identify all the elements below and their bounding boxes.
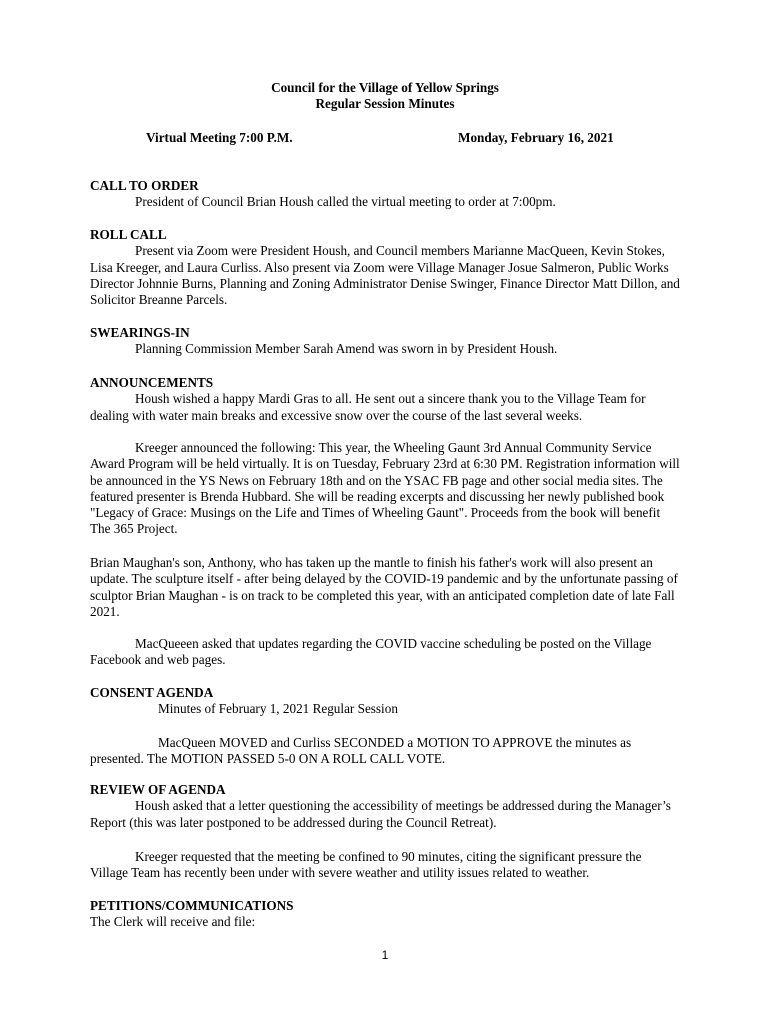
section-text: Planning Commission Member Sarah Amend was sworn in by President Housh.: [135, 341, 558, 357]
meeting-time: Virtual Meeting 7:00 P.M.: [146, 130, 293, 145]
section-text: President of Council Brian Housh called the virtual meeting to order at 7:00pm.: [135, 194, 556, 210]
document-title: [0, 80, 770, 112]
review-paragraph: Kreeger requested that the meeting be confined to 90 minutes, citing the significant pressure the Village Team has recently been under with severe weather and utility issues related to weather.: [90, 849, 642, 881]
section-heading: ROLL CALL: [90, 227, 167, 242]
section-text: The Clerk will receive and file:: [90, 914, 256, 930]
section-heading: ANNOUNCEMENTS: [90, 375, 214, 390]
title-line-minutes: Regular Session Minutes: [315, 96, 455, 111]
section-roll-call: [90, 227, 682, 308]
section-review-of-agenda: [90, 782, 682, 831]
section-heading: SWEARINGS-IN: [90, 325, 190, 340]
page-number: 1: [381, 948, 389, 962]
section-consent-agenda: [90, 685, 682, 718]
consent-motion: [90, 735, 682, 768]
section-petitions: [90, 898, 682, 931]
title-line-council: Council for the Village of Yellow Springs: [271, 80, 499, 95]
section-heading: CONSENT AGENDA: [90, 685, 214, 700]
review-paragraph: Housh asked that a letter questioning the accessibility of meetings be addressed during the Manager’s Report (this was later postponed to be addressed during the Council Retreat).: [90, 798, 671, 830]
announcement-maughan: [90, 555, 682, 620]
consent-item: Minutes of February 1, 2021 Regular Session: [158, 701, 398, 717]
meeting-date: Monday, February 16, 2021: [458, 130, 614, 145]
announcement-kreeger: [90, 440, 682, 538]
section-text: Present via Zoom were President Housh, and Council members Marianne MacQueen, Kevin Stokes, Lisa Kreeger, and Laura Curliss. Also present via Zoom were Village Manager Josue Salmeron, Public Works Director Johnnie Burns, Planning and Zoning Administrator Denise Swinger, Finance Director Matt Dillon, and Solicitor Breanne Parcels.: [90, 243, 680, 308]
section-heading: PETITIONS/COMMUNICATIONS: [90, 898, 294, 913]
motion-text: MacQueen MOVED and Curliss SECONDED a MOTION TO APPROVE the minutes as presented. The MOTION PASSED 5-0 ON A ROLL CALL VOTE.: [90, 735, 632, 767]
announcement-paragraph: MacQueeen asked that updates regarding the COVID vaccine scheduling be posted on the Village Facebook and web pages.: [90, 636, 652, 668]
announcement-paragraph: Kreeger announced the following: This year, the Wheeling Gaunt 3rd Annual Community Service Award Program will be held virtually. It is on Tuesday, February 23rd at 6:30 PM. Registration information will be announced in the YS News on February 18th and on the YSAC FB page and other social media sites. The featured presenter is Brenda Hubbard. She will be reading excerpts and discussing her newly published book "Legacy of Grace: Musings on the Life and Times of Wheeling Gaunt". Proceeds from the book will benefit The 365 Project.: [90, 440, 680, 537]
announcement-paragraph: Brian Maughan's son, Anthony, who has taken up the mantle to finish his father's work will also present an update. The sculpture itself - after being delayed by the COVID-19 pandemic and by the unfortunate passing of sculptor Brian Maughan - is on track to be completed this year, with an anticipated completion date of late Fall 2021.: [90, 555, 678, 619]
section-heading: REVIEW OF AGENDA: [90, 782, 226, 797]
section-swearings-in: [90, 325, 682, 358]
review-kreeger: [90, 849, 682, 882]
section-announcements: [90, 375, 682, 424]
section-heading: CALL TO ORDER: [90, 178, 199, 193]
announcement-macqueen: [90, 636, 682, 669]
announcement-paragraph: Housh wished a happy Mardi Gras to all. He sent out a sincere thank you to the Village Team for dealing with water main breaks and excessive snow over the course of the last several weeks.: [90, 391, 646, 423]
section-call-to-order: [90, 178, 682, 211]
